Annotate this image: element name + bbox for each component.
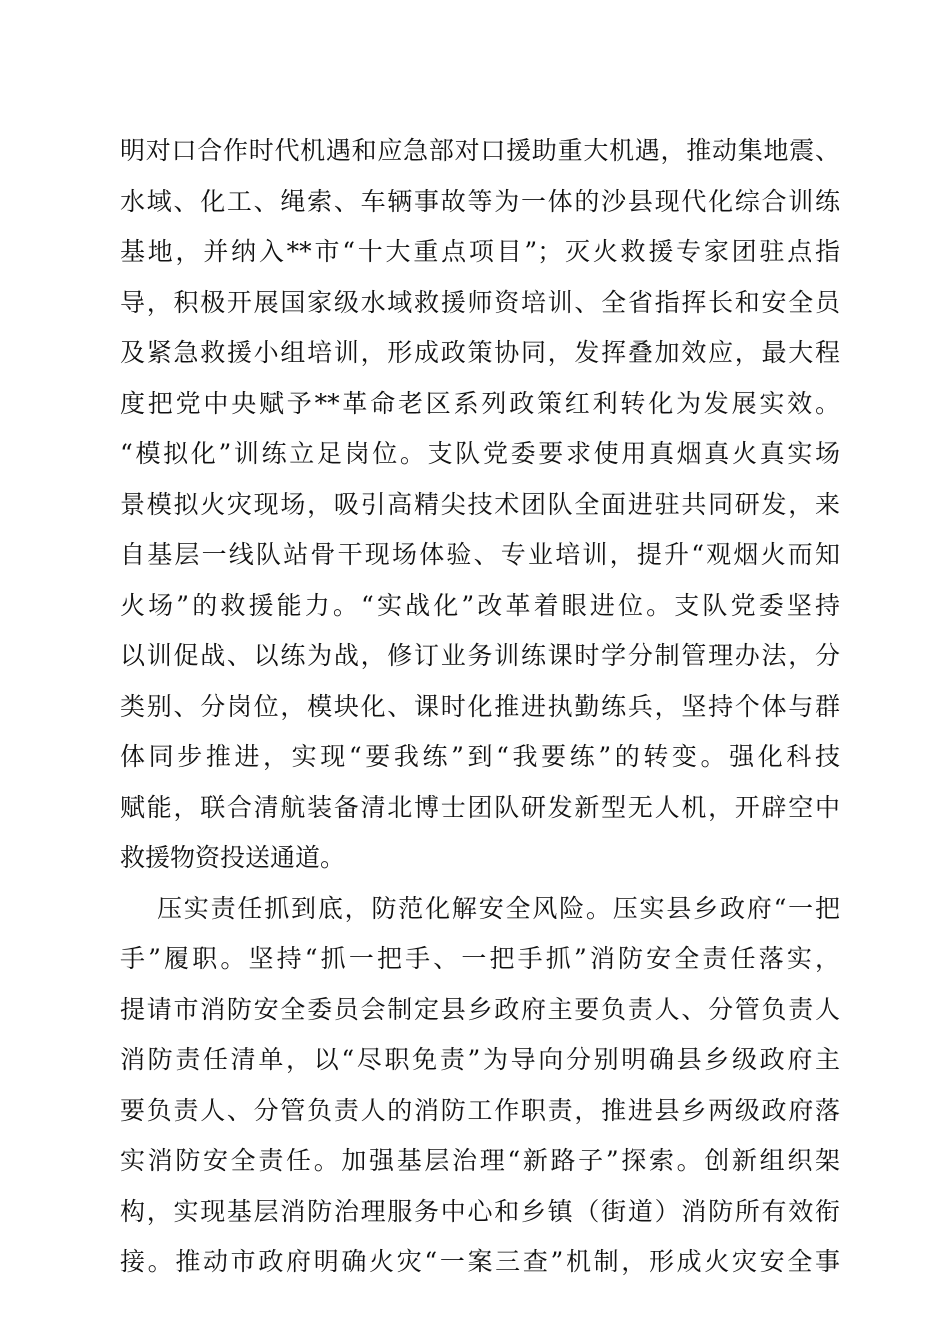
text-line: 要负责人、分管负责人的消防工作职责，推进县乡两级政府落 [120, 1095, 840, 1125]
text-line: 以训促战、以练为战，修订业务训练课时学分制管理办法，分 [120, 641, 840, 670]
text-line: 类别、分岗位，模块化、课时化推进执勤练兵，坚持个体与群 [120, 691, 840, 721]
text-line: 度把党中央赋予**革命老区系列政策红利转化为发展实效。 [120, 388, 840, 418]
text-line: 水域、化工、绳索、车辆事故等为一体的沙县现代化综合训练 [120, 186, 840, 216]
text-line: 火场”的救援能力。“实战化”改革着眼进位。支队党委坚持 [120, 590, 840, 620]
text-line: 体同步推进，实现“要我练”到“我要练”的转变。强化科技 [120, 742, 840, 771]
text-line: 实消防安全责任。加强基层治理“新路子”探索。创新组织架 [120, 1146, 840, 1175]
body-text [120, 126, 840, 1288]
text-line: 赋能，联合清航装备清北博士团队研发新型无人机，开辟空中 [120, 792, 840, 822]
text-line: 接。推动市政府明确火灾“一案三查”机制，形成火灾安全事 [120, 1247, 840, 1276]
text-line: 景模拟火灾现场，吸引高精尖技术团队全面进驻共同研发，来 [120, 489, 840, 519]
text-line: 基地，并纳入**市“十大重点项目”；灭火救援专家团驻点指 [120, 237, 840, 266]
paragraph-end-line: 救援物资投送通道。 [120, 843, 346, 872]
text-line: 手”履职。坚持“抓一把手、一把手抓”消防安全责任落实， [120, 944, 840, 973]
text-line: “模拟化”训练立足岗位。支队党委要求使用真烟真火真实场 [120, 439, 840, 468]
text-line: 及紧急救援小组培训，形成政策协同，发挥叠加效应，最大程 [120, 338, 840, 367]
text-line: 导，积极开展国家级水域救援师资培训、全省指挥长和安全员 [120, 287, 840, 317]
text-line: 构，实现基层消防治理服务中心和乡镇（街道）消防所有效衔 [120, 1196, 840, 1226]
text-line: 自基层一线队站骨干现场体验、专业培训，提升“观烟火而知 [120, 540, 840, 569]
text-line: 明对口合作时代机遇和应急部对口援助重大机遇，推动集地震、 [120, 136, 840, 165]
text-line: 消防责任清单，以“尽职免责”为导向分别明确县乡级政府主 [120, 1045, 840, 1074]
paragraph-start-line: 压实责任抓到底，防范化解安全风险。压实县乡政府“一把 [157, 893, 840, 923]
text-line: 提请市消防安全委员会制定县乡政府主要负责人、分管负责人 [120, 994, 840, 1024]
